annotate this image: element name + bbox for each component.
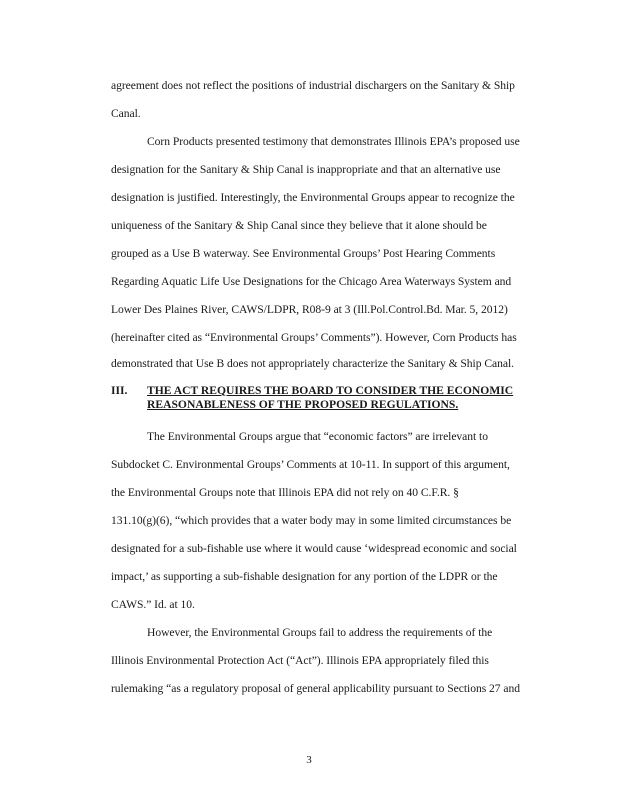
text-line: designation is justified. Interestingly, the Environmental Groups appear to recognize the <box>111 191 515 204</box>
text-line: Regarding Aquatic Life Use Designations for the Chicago Area Waterways System and <box>111 275 512 288</box>
text-line: Lower Des Plaines River, CAWS/LDPR, R08-9 at 3 (Ill.Pol.Control.Bd. Mar. 5, 2012) <box>111 303 508 316</box>
section-number: III. <box>111 384 128 397</box>
text-line: uniqueness of the Sanitary & Ship Canal since they believe that it alone should be <box>111 219 487 232</box>
section-heading: THE ACT REQUIRES THE BOARD TO CONSIDER THE ECONOMIC <box>147 384 514 397</box>
text-line: The Environmental Groups argue that “economic factors” are irrelevant to <box>147 430 488 443</box>
page-number: 3 <box>306 754 312 766</box>
text-line: designated for a sub-fishable use where it would cause ‘widespread economic and social <box>111 542 517 555</box>
text-line: Canal. <box>111 107 141 120</box>
text-line: Illinois Environmental Protection Act (“Act”). Illinois EPA appropriately filed this <box>111 654 489 667</box>
text-line: designation for the Sanitary & Ship Canal is inappropriate and that an alternative use <box>111 163 501 176</box>
text-line: CAWS.” Id. at 10. <box>111 598 195 611</box>
text-line: (hereinafter cited as “Environmental Groups’ Comments”). However, Corn Products has <box>111 331 517 344</box>
text-line: demonstrated that Use B does not appropriately characterize the Sanitary & Ship Canal. <box>111 357 514 370</box>
text-line: impact,’ as supporting a sub-fishable designation for any portion of the LDPR or the <box>111 570 498 583</box>
text-line: grouped as a Use B waterway. See Environmental Groups’ Post Hearing Comments <box>111 247 496 260</box>
text-line: rulemaking “as a regulatory proposal of general applicability pursuant to Sections 27 and <box>111 682 520 695</box>
text-line: the Environmental Groups note that Illinois EPA did not rely on 40 C.F.R. § <box>111 486 459 499</box>
text-line: Subdocket C. Environmental Groups’ Comments at 10-11. In support of this argument, <box>111 458 510 471</box>
text-line: 131.10(g)(6), “which provides that a water body may in some limited circumstances be <box>111 514 512 527</box>
section-heading: REASONABLENESS OF THE PROPOSED REGULATIONS. <box>147 398 459 411</box>
text-line: However, the Environmental Groups fail to address the requirements of the <box>147 626 493 639</box>
text-line: agreement does not reflect the positions of industrial dischargers on the Sanitary & Ship <box>111 79 515 92</box>
text-line: Corn Products presented testimony that demonstrates Illinois EPA’s proposed use <box>147 135 520 148</box>
